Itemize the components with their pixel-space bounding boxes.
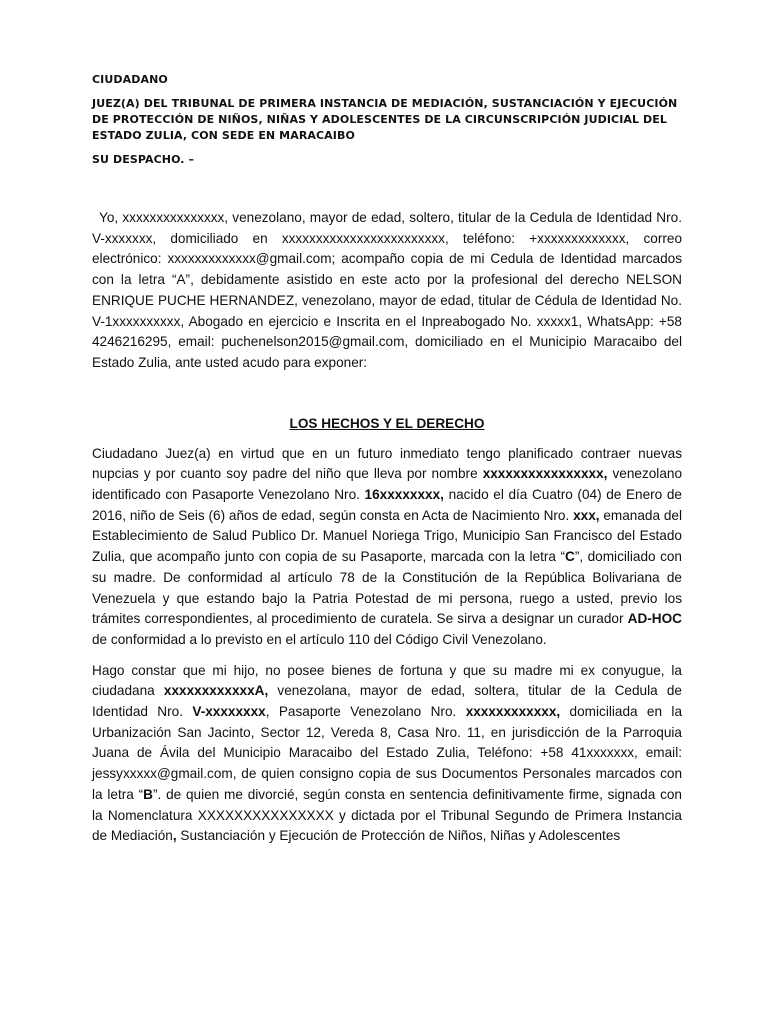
addressee-court: JUEZ(A) DEL TRIBUNAL DE PRIMERA INSTANCIA DE MEDIACIÓN, SUSTANCIACIÓN Y EJECUCIÓN DE PROTECCIÓN DE NIÑOS, NIÑAS Y ADOLESCENTES DE LA CIRCUNSCRIPCIÓN JUDICIAL DEL ESTADO ZULIA, CON SEDE EN MARACAIBO <box>92 97 678 142</box>
text-run: nacido el día Cuatro (04) de Enero de 2016, niño de Seis (6) años de edad, según consta en Acta de Nacimiento Nro. <box>92 487 682 523</box>
text-run: Ciudadano Juez(a) en virtud que en un futuro inmediato tengo planificado contraer nuevas nupcias y por cuanto soy padre del niño que lleva por nombre <box>92 445 682 482</box>
text-run: , Pasaporte Venezolano Nro. <box>265 704 466 720</box>
facts-paragraph-2 <box>92 661 682 847</box>
intro-paragraph: Yo, xxxxxxxxxxxxxxx, venezolano, mayor de edad, soltero, titular de la Cedula de Identidad Nro. V-xxxxxxx, domiciliado en xxxxxxxxxxxxxxxxxxxxxxxx, teléfono: +xxxxxxxxxxxxx, correo electrónico: xxxxxxxxxxxxx@gmail.com; acompaño copia de mi Cedula de Identidad marcados con la letra “A”, debidamente asistido en este acto por la profesional del derecho NELSON ENRIQUE PUCHE HERNANDEZ, venezolano, mayor de edad, titular de Cédula de Identidad No. V-1xxxxxxxxxx, Abogado en ejercicio e Inscrita en el Inpreabogado No. xxxxx1, WhatsApp: +58 4246216295, email: puchenelson2015@gmail.com, domiciliado en el Municipio Maracaibo del Estado Zulia, ante usted acudo para exponer: <box>92 210 682 370</box>
ad-hoc-bold: AD-HOC <box>627 611 682 627</box>
su-despacho: SU DESPACHO. – <box>92 153 195 166</box>
comma-bold: , <box>172 828 177 844</box>
section-title: LOS HECHOS Y EL DERECHO <box>289 415 485 431</box>
facts-paragraph-1 <box>92 444 682 651</box>
text-run: emanada del Establecimiento de Salud Publico Dr. Manuel Noriega Trigo, Municipio San Francisco del Estado Zulia, que acompaño junto con copia de su Pasaporte, marcada con la letra “ <box>92 507 682 565</box>
text-run: domiciliada en la Urbanización San Jacinto, Sector 12, Vereda 8, Casa Nro. 11, en jurisdicción de la Parroquia Juana de Ávila del Municipio Maracaibo del Estado Zulia, Teléfono: +58 41xxxxxxx, email: jessyxxxxx@gmail.com, de quien consigno copia de sus Documentos Personales marcados con la letra “ <box>92 704 683 802</box>
salutation-ciudadano: CIUDADANO <box>92 73 168 86</box>
text-run: venezolano identificado con Pasaporte Venezolano Nro. <box>92 466 683 503</box>
mother-name-bold: xxxxxxxxxxxxA, <box>163 683 269 699</box>
text-run: ”. de quien me divorcié, según consta en sentencia definitivamente firme, signada con la Nomenclatura XXXXXXXXXXXXXXX y dictada por el Tribunal Segundo de Primera Instancia de Mediación <box>92 786 682 844</box>
text-run: Sustanciación y Ejecución de Protección de Niños, Niñas y Adolescentes <box>176 828 621 844</box>
text-run: ”, domiciliado con su madre. De conformidad al artículo 78 de la Constitución de la República Bolivariana de Venezuela y que estando bajo la Patria Potestad de mi persona, ruego a usted, previo los trámites correspondientes, al procedimiento de curatela. Se sirva a designar un curador <box>92 549 682 627</box>
text-run: Hago constar que mi hijo, no posee bienes de fortuna y que su madre mi ex conyugue, la ciudadana <box>92 662 682 699</box>
birth-record-bold: xxx, <box>573 507 600 523</box>
mother-id-bold: V-xxxxxxxx <box>192 704 266 720</box>
mother-passport-bold: xxxxxxxxxxxx, <box>465 704 561 720</box>
letter-b-bold: B <box>143 786 153 802</box>
letter-c-bold: C <box>565 549 575 565</box>
text-run: venezolana, mayor de edad, soltera, titular de la Cedula de Identidad Nro. <box>92 683 682 720</box>
child-name-bold: xxxxxxxxxxxxxxxx, <box>482 466 608 482</box>
passport-number-bold: 16xxxxxxxx, <box>364 487 444 503</box>
text-run: de conformidad a lo previsto en el artículo 110 del Código Civil Venezolano. <box>92 631 547 647</box>
